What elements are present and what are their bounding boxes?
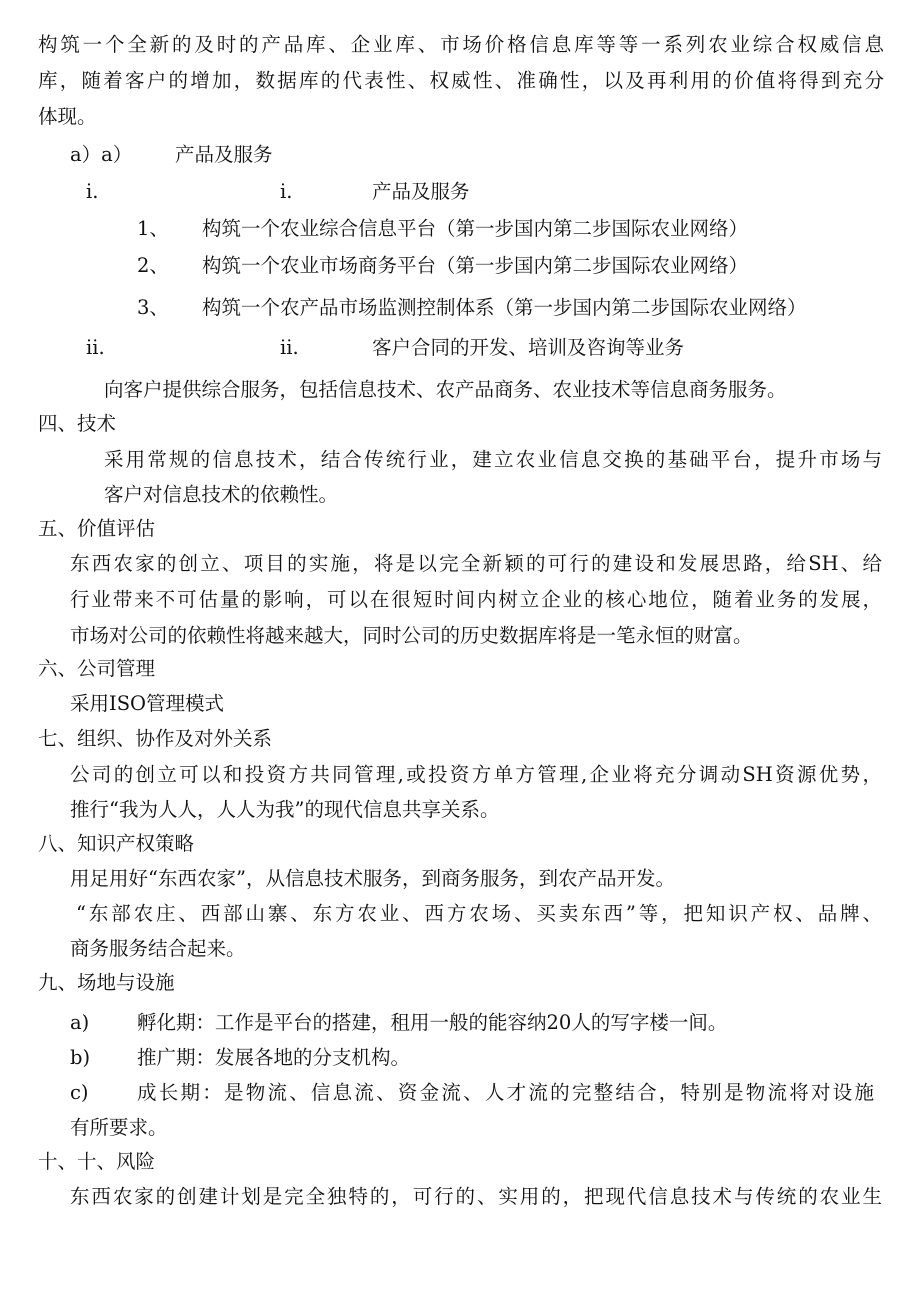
section-10-heading: 十、十、风险: [38, 1150, 156, 1173]
list-item-continuation: 有所要求。: [70, 1116, 168, 1139]
list-item-marker: b): [70, 1046, 91, 1069]
section-8-heading: 八、知识产权策略: [38, 832, 195, 855]
sub-i-title: 产品及服务: [372, 180, 470, 203]
section-7-heading: 七、组织、协作及对外关系: [38, 727, 273, 750]
sub-ii-title: 客户合同的开发、培训及咨询等业务: [372, 336, 685, 359]
list-item-marker: c): [70, 1081, 89, 1104]
section-4-heading: 四、技术: [38, 412, 117, 435]
intro-line-1: 构筑一个全新的及时的产品库、企业库、市场价格信息库等等一系列农业综合权威信息: [38, 33, 884, 56]
list-item-marker: a): [70, 1011, 90, 1034]
section-5-line-2: 行业带来不可估量的影响，可以在很短时间内树立企业的核心地位，随着业务的发展，: [70, 588, 882, 611]
section-7-line-2: 推行“我为人人，人人为我”的现代信息共享关系。: [70, 798, 500, 821]
section-10-line-1: 东西农家的创建计划是完全独特的，可行的、实用的，把现代信息技术与传统的农业生: [70, 1185, 882, 1208]
list-item-number: 1、: [137, 217, 169, 240]
intro-line-3: 体现。: [38, 105, 97, 128]
list-item-number: 2、: [137, 254, 169, 277]
section-5-line-1: 东西农家的创立、项目的实施，将是以完全新颖的可行的建设和发展思路，给SH、给: [70, 552, 882, 575]
sub-ii-marker: ii.: [86, 336, 105, 359]
section-5-line-3: 市场对公司的依赖性将越来越大，同时公司的历史数据库将是一笔永恒的财富。: [70, 624, 753, 647]
section-6-heading: 六、公司管理: [38, 657, 156, 680]
list-item: 孵化期：工作是平台的搭建，租用一般的能容纳20人的写字楼一间。: [137, 1011, 728, 1034]
sub-ii-marker-duplicate: ii.: [280, 336, 299, 359]
section-8-line-1: 用足用好“东西农家”，从信息技术服务，到商务服务，到农产品开发。: [70, 867, 675, 890]
section-9-heading: 九、场地与设施: [38, 971, 175, 994]
list-item: 推广期：发展各地的分支机构。: [137, 1046, 411, 1069]
section-8-line-3: 商务服务结合起来。: [70, 937, 246, 960]
list-item-number: 3、: [137, 296, 169, 319]
list-item: 构筑一个农产品市场监测控制体系（第一步国内第二步国际农业网络）: [202, 296, 807, 319]
section-5-heading: 五、价值评估: [38, 517, 156, 540]
sub-i-marker: i.: [86, 180, 99, 203]
section-4-line-2: 客户对信息技术的依赖性。: [104, 483, 339, 506]
section-4-line-1: 采用常规的信息技术，结合传统行业，建立农业信息交换的基础平台，提升市场与: [104, 448, 882, 471]
intro-line-2: 库，随着客户的增加，数据库的代表性、权威性、准确性，以及再利用的价值将得到充分: [38, 69, 884, 92]
section-a-marker: a）a）: [70, 143, 133, 166]
list-item: 构筑一个农业市场商务平台（第一步国内第二步国际农业网络）: [202, 254, 749, 277]
list-item: 构筑一个农业综合信息平台（第一步国内第二步国际农业网络）: [202, 217, 749, 240]
sub-i-marker-duplicate: i.: [280, 180, 293, 203]
section-a-title: 产品及服务: [175, 143, 273, 166]
section-8-line-2: “东部农庄、西部山寨、东方农业、西方农场、买卖东西”等，把知识产权、品牌、: [76, 902, 882, 925]
sub-ii-body: 向客户提供综合服务，包括信息技术、农产品商务、农业技术等信息商务服务。: [104, 378, 787, 401]
section-6-line-1: 采用ISO管理模式: [70, 692, 225, 715]
section-7-line-1: 公司的创立可以和投资方共同管理,或投资方单方管理,企业将充分调动SH资源优势，: [70, 763, 882, 786]
list-item: 成长期：是物流、信息流、资金流、人才流的完整结合，特别是物流将对设施: [137, 1081, 874, 1104]
